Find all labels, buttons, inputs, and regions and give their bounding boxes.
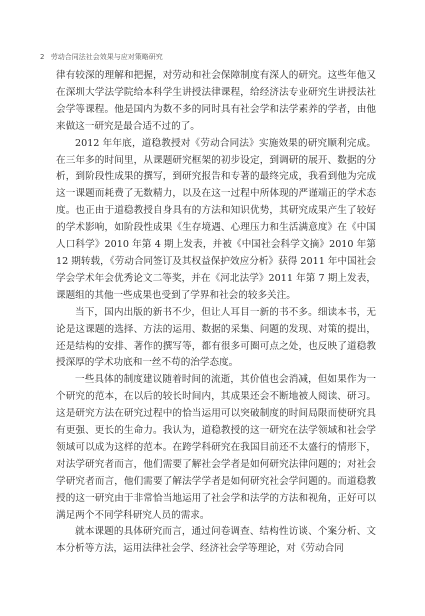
paragraph-5: 就本课题的具体研究而言，通过问卷调查、结构性访谈、个案分析、文本分析等方法，运用法律社会学、经济社会学等理论，对《劳动合同 xyxy=(56,526,376,555)
running-head xyxy=(40,52,163,62)
paragraph-1: 律有较深的理解和把握，对劳动和社会保障制度有深人的研究。这些年他又在深圳大学法学院给本科学生讲授法律课程，给经济法专业研究生讲授法社会学等课程。他是国内为数不多的同时具有社会学和法学素养的学者，由他来做这一研究是最合适不过的了。 xyxy=(56,70,376,132)
paragraph-3: 当下，国内出版的新书不少，但让人耳目一新的书不多。细读本书，无论是这课题的选择、方法的运用、数据的采集、问题的发现、对策的提出，还是结构的安排、著作的撰写等，都有很多可圈可点之处，也反映了道稳教授深厚的学术功底和一丝不苟的治学态度。 xyxy=(56,306,376,369)
body-text xyxy=(56,68,376,558)
running-title: 劳动合同法社会效果与应对策略研究 xyxy=(50,53,163,61)
page-number: 2 xyxy=(40,53,45,61)
paragraph-4: 一些具体的制度建议随着时间的流逝，其价值也会消减，但如果作为一个研究的范本，在以后的较长时间内，其成果还会不断地被人阅读、研习。这是研究方法在研究过程中的恰当运用可以突破制度的时间局限而使研究具有更强、更长的生命力。我认为，道稳教授的这一研究在法学领域和社会学领域可以成为这样的范本。在跨学科研究在我国目前还不太盛行的情形下，对法学研究者而言，他们需要了解社会学者是如何研究法律问题的；对社会学研究者而言，他们需要了解法学学者是如何研究社会学问题的。而道稳教授的这一研究由于非常恰当地运用了社会学和法学的方法和视角，正好可以满足两个不同学科研究人员的需求。 xyxy=(56,374,376,521)
paragraph-2: 2012 年年底，道稳教授对《劳动合同法》实施效果的研究顺利完成。在三年多的时间里，从课题研究框架的初步设定，到调研的展开、数据的分析，到阶段性成果的撰写，到研究报告和专著的最终完成，我看到他为完成这一课题而耗费了无数精力，以及在这一过程中所体现的严谨端正的学术态度。也正由于道稳教授自身具有的方法和知识优势，其研究成果产生了较好的学术影响，如阶段性成果《生存境遇、心理压力和生活满意度》在《中国人口科学》2010 年第 4 期上发表，并被《中国社会科学文摘》2010 年第 12 期转载，《劳动合同签订及其权益保护效应分析》获得 2011 年中国社会学会学术年会优秀论文二等奖，并在《河北法学》2011 年第 7 期上发表，课题组的其他一些成果也受到了学界和社会的较多关注。 xyxy=(56,137,376,301)
